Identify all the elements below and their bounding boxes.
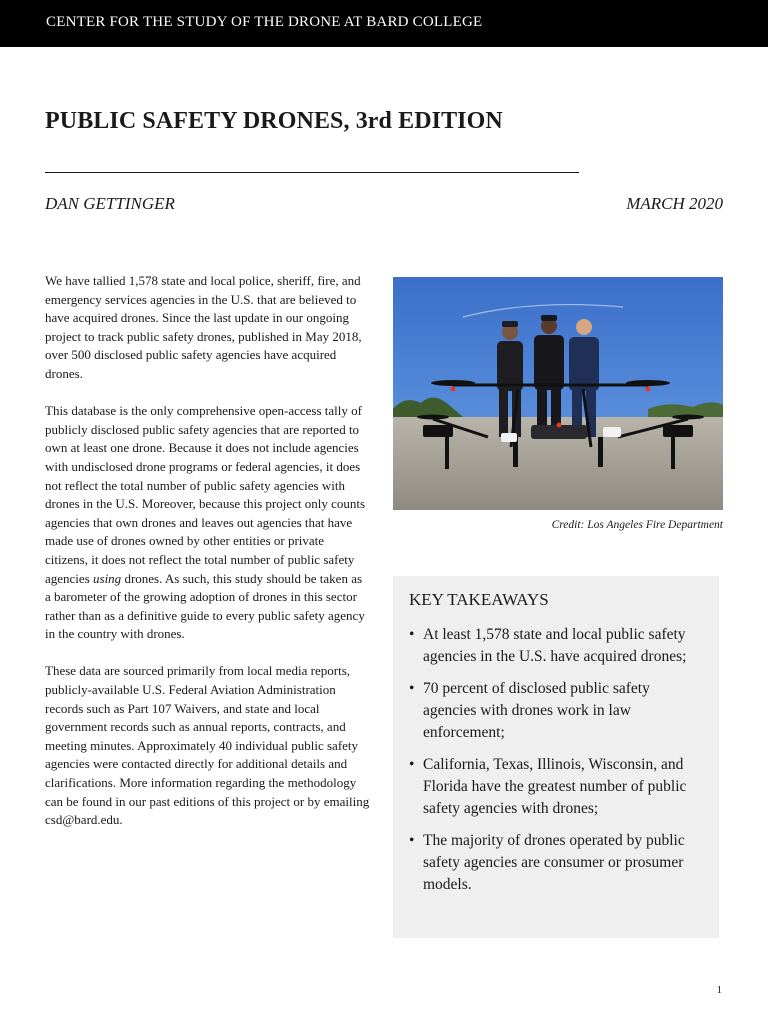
photo-credit: Credit: Los Angeles Fire Department [551, 519, 723, 531]
publication-date: MARCH 2020 [626, 194, 723, 213]
page-number: 1 [716, 984, 722, 996]
author-name: DAN GETTINGER [45, 194, 175, 213]
paragraph-1: We have tallied 1,578 state and local police, sheriff, fire, and emergency services agencies in the U.S. that are believed to have acquired drones. Since the last update in our ongoing project to track public safety drones, published in May 2018, over 500 disclosed public safety agencies have acquired drones. [45, 273, 362, 381]
title-divider [45, 172, 579, 173]
key-takeaways-title: KEY TAKEAWAYS [409, 590, 549, 609]
list-item: • The majority of drones operated by public safety agencies are consumer or prosumer models. [409, 832, 685, 893]
bullet-icon: • [409, 832, 415, 849]
paragraph-3: These data are sourced primarily from local media reports, publicly-available U.S. Federal Aviation Administration records such as Part 107 Waivers, and state and local government records such as annual reports, contracts, and meeting minutes. Approximately 40 individual public safety agencies were contacted directly for additional details and clarifications. More information regarding the methodology can be found in our past editions of this project or by emailing csd@bard.edu. [45, 663, 370, 828]
photo-illustration [393, 277, 723, 510]
emphasis-using: using [93, 570, 122, 586]
paragraph-2: This database is the only comprehensive open-access tally of publicly disclosed public safety agencies that are reported to own at least one drone. Because it does not include agencies with undisclosed drone programs or federal agencies, it does not reflect the total number of public safety agencies with drones in the U.S. Moreover, because this project only counts agencies that own drones and leaves out agencies that have made use of drones owned by other entities or private citizens, it does not reflect the total number of public safety agencies using drones. As such, this study should be taken as a barometer of the growing adoption of drones in this sector rather than as a definitive guide to every public safety agency in the country with drones. [45, 403, 366, 642]
header-bar [0, 0, 768, 47]
key-takeaways-box [393, 576, 719, 938]
bullet-icon: • [409, 756, 415, 773]
bullet-icon: • [409, 626, 415, 643]
list-item: • 70 percent of disclosed public safety agencies with drones work in law enforcement; [409, 680, 650, 741]
key-takeaways-list [409, 624, 701, 896]
list-item: • At least 1,578 state and local public safety agencies in the U.S. have acquired drones; [409, 626, 687, 665]
list-item: • California, Texas, Illinois, Wisconsin, and Florida have the greatest number of public safety agencies with drones; [409, 756, 687, 817]
org-name: CENTER FOR THE STUDY OF THE DRONE AT BARD COLLEGE [46, 14, 483, 30]
document-title: PUBLIC SAFETY DRONES, 3rd EDITION [45, 108, 503, 134]
drone-team-photo [393, 277, 723, 510]
body-text-column [45, 272, 370, 848]
bullet-icon: • [409, 680, 415, 697]
